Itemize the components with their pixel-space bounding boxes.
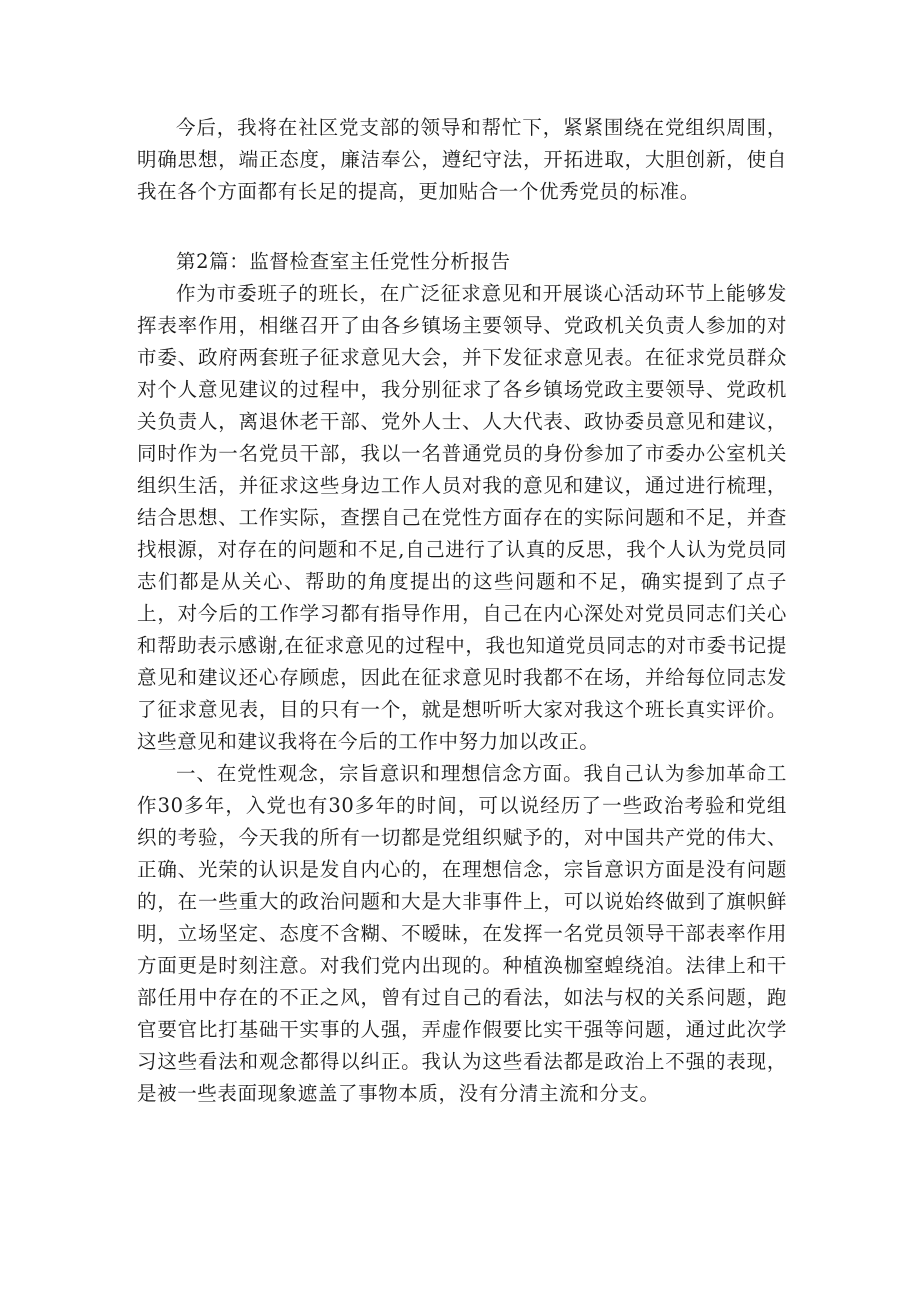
- section-heading: 第2篇：监督检查室主任党性分析报告: [176, 250, 511, 273]
- intro-paragraph: 今后，我将在社区党支部的领导和帮忙下，紧紧围绕在党组织周围，明确思想，端正态度，廉洁奉公，遵纪守法，开拓进取，大胆创新，使自我在各个方面都有长足的提高，更加贴合一个优秀党员的标准。: [137, 116, 787, 203]
- intro-block: [137, 112, 787, 208]
- body-paragraph-2: 一、在党性观念，宗旨意识和理想信念方面。我自己认为参加革命工作30多年，入党也有30多年的时间，可以说经历了一些政治考验和党组织的考验，今天我的所有一切都是党组织赋予的，对中国共产党的伟大、正确、光荣的认识是发自内心的，在理想信念，宗旨意识方面是没有问题的，在一些重大的政治问题和大是大非事件上，可以说始终做到了旗帜鲜明，立场坚定、态度不含糊、不暧昧，在发挥一名党员领导干部表率作用方面更是时刻注意。对我们党内出现的。种植涣枷窒蝗绕洎。法律上和干部任用中存在的不正之风，曾有过自己的看法，如法与权的关系问题，跑官要官比打基础干实事的人强，弄虚作假要比实干强等问题，通过此次学习这些看法和观念都得以纠正。我认为这些看法都是政治上不强的表现，是被一些表面现象遮盖了事物本质，没有分清主流和分支。: [137, 762, 787, 1105]
- body-paragraph-1: 作为市委班子的班长，在广泛征求意见和开展谈心活动环节上能够发挥表率作用，相继召开了由各乡镇场主要领导、党政机关负责人参加的对市委、政府两套班子征求意见大会，并下发征求意见表。在征求党员群众对个人意见建议的过程中，我分别征求了各乡镇场党政主要领导、党政机关负责人，离退休老干部、党外人士、人大代表、政协委员意见和建议，同时作为一名党员干部，我以一名普通党员的身份参加了市委办公室机关组织生活，并征求这些身边工作人员对我的意见和建议，通过进行梳理，结合思想、工作实际，查摆自己在党性方面存在的实际问题和不足，并查找根源，对存在的问题和不足,自己进行了认真的反思，我个人认为党员同志们都是从关心、帮助的角度提出的这些问题和不足，确实提到了点子上，对今后的工作学习都有指导作用，自己在内心深处对党员同志们关心和帮助表示感谢,在征求意见的过程中，我也知道党员同志的对市委书记提意见和建议还心存顾虑，因此在征求意见时我都不在场，并给每位同志发了征求意见表，目的只有一个，就是想听听大家对我这个班长真实评价。这些意见和建议我将在今后的工作中努力加以改正。: [137, 282, 787, 753]
- section-block: [137, 246, 787, 1110]
